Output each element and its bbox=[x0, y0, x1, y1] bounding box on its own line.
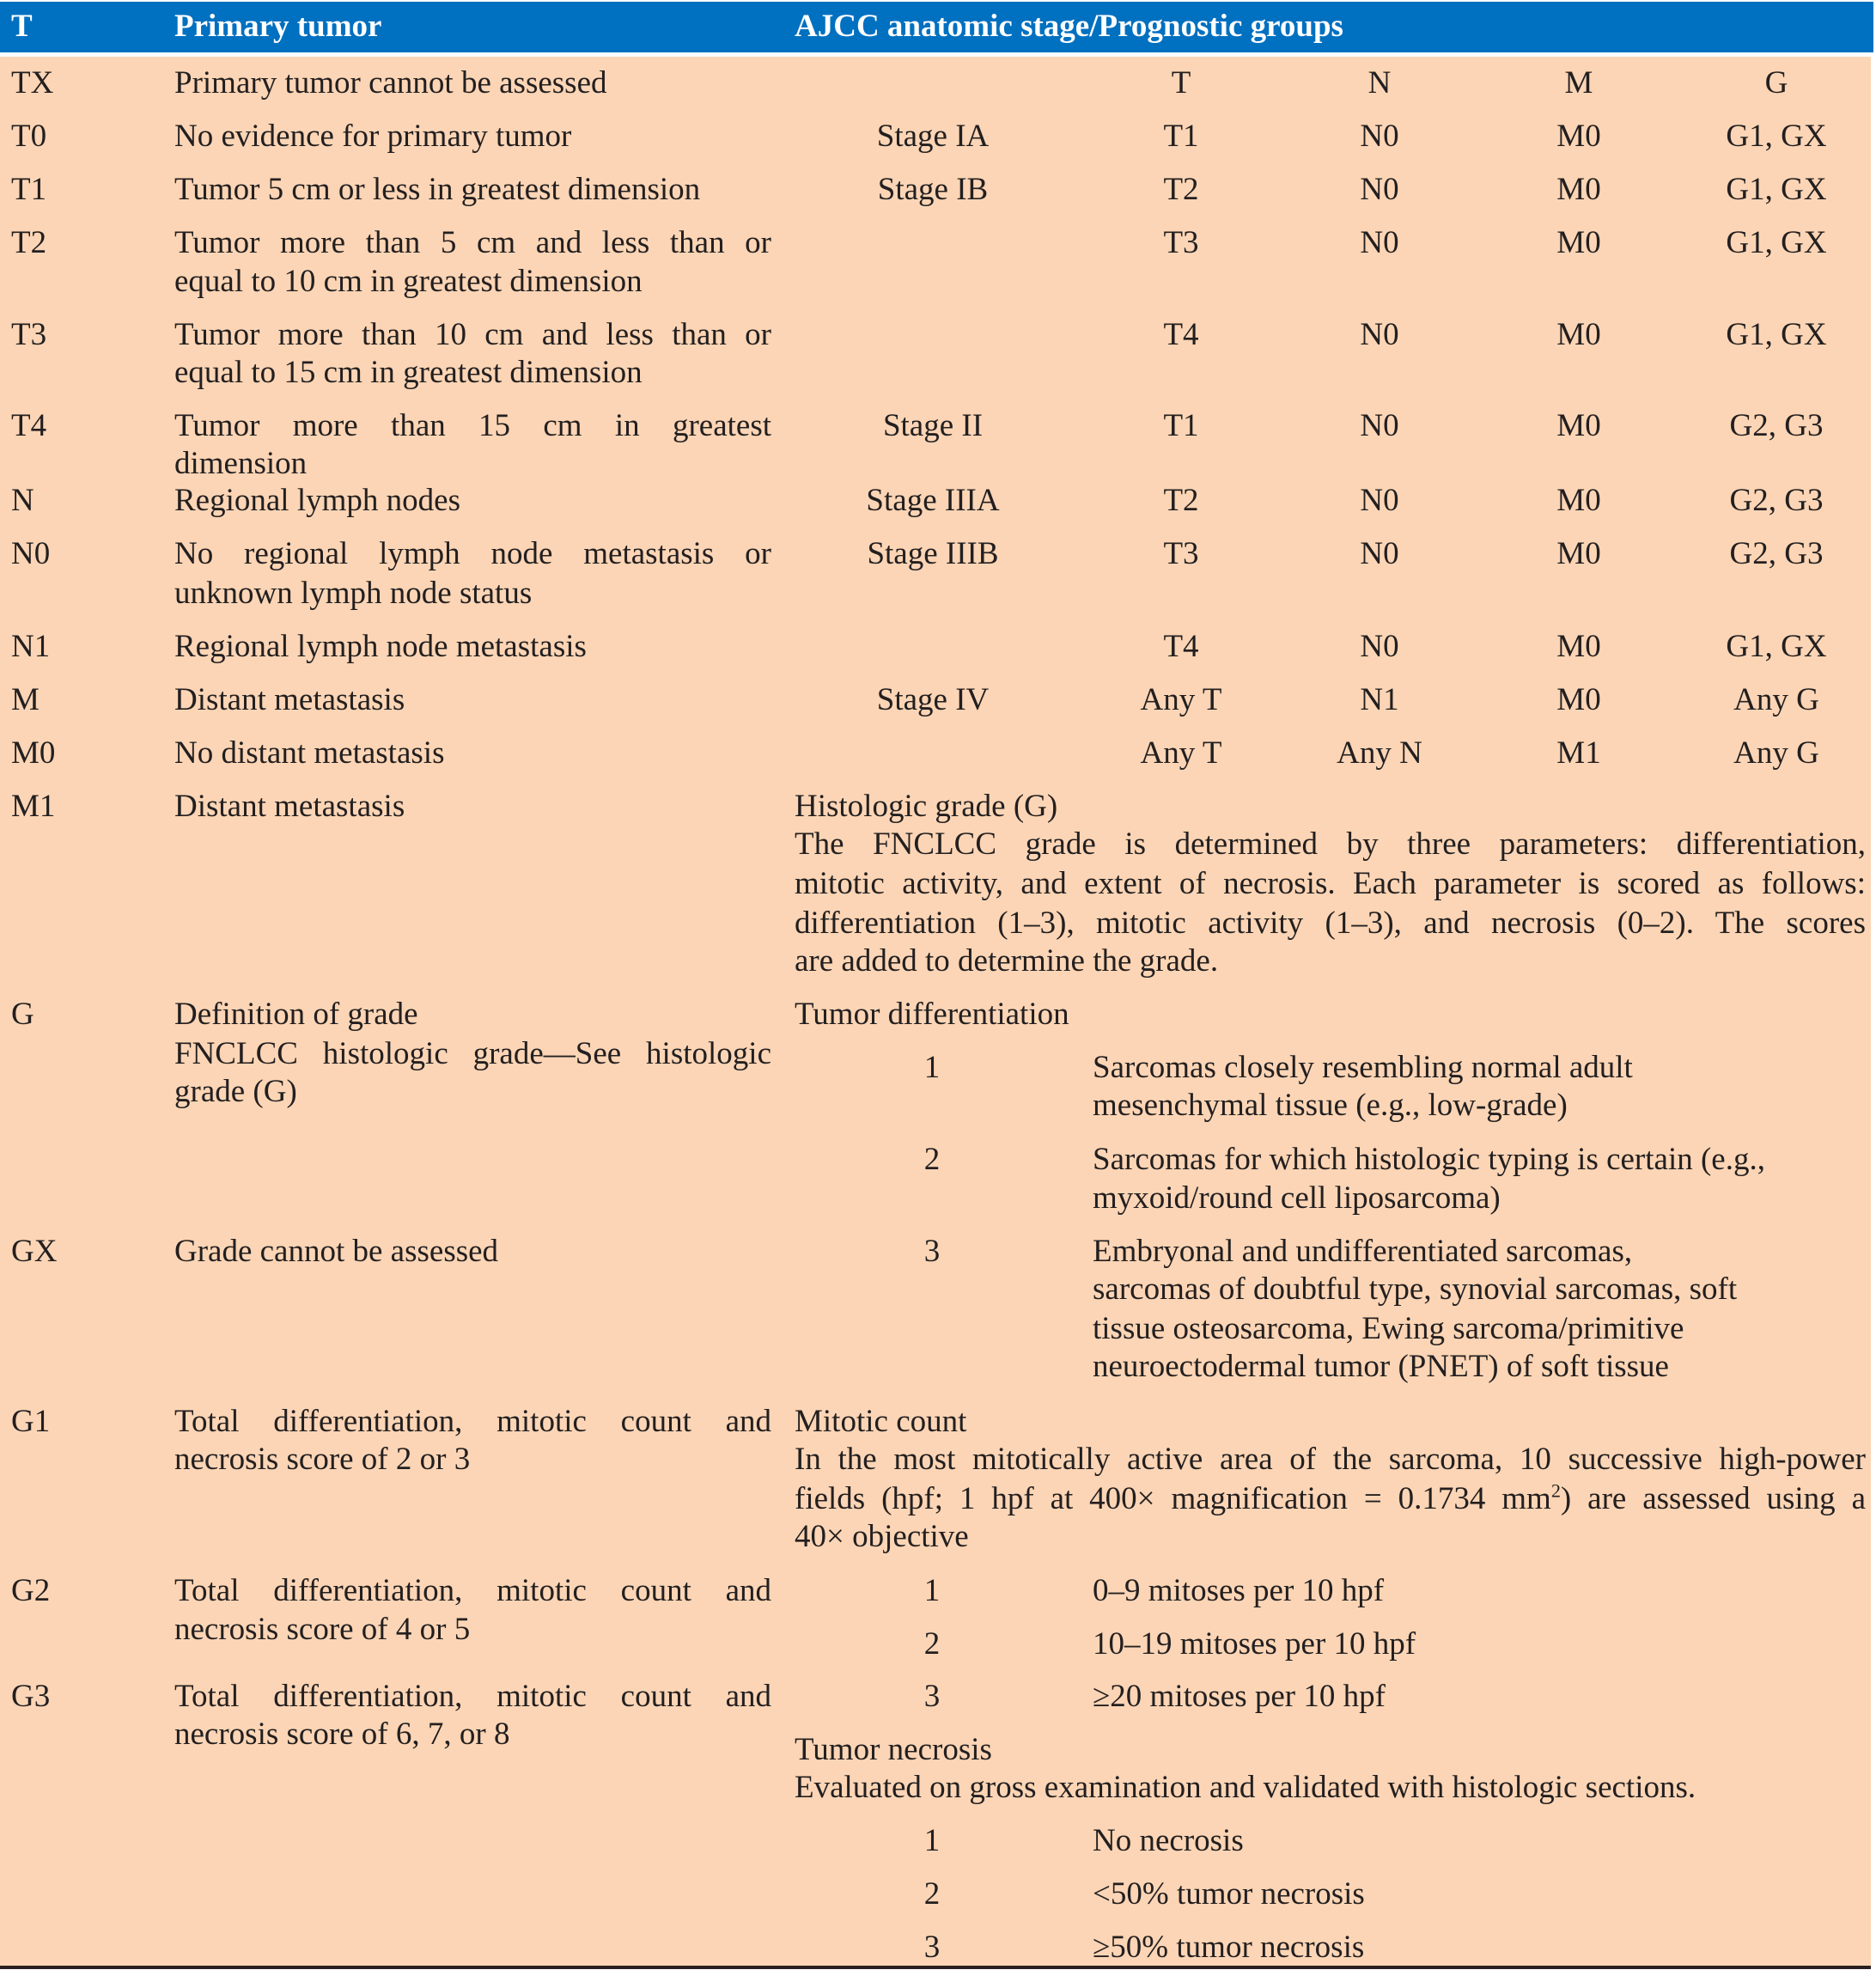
stage-n: N0 bbox=[1360, 317, 1399, 352]
stage-m: M0 bbox=[1556, 682, 1601, 717]
stage-t: T4 bbox=[1163, 629, 1199, 664]
def-desc: dimension bbox=[174, 446, 308, 481]
differentiation-score: 3 bbox=[923, 1234, 941, 1269]
superscript-2: 2 bbox=[1550, 1479, 1561, 1502]
necrosis-desc: ≥50% tumor necrosis bbox=[1093, 1930, 1365, 1965]
def-desc: necrosis score of 4 or 5 bbox=[174, 1612, 471, 1647]
header-col-t: T bbox=[11, 9, 33, 44]
header-col-primary-tumor: Primary tumor bbox=[174, 9, 382, 44]
histologic-grade-line: The FNCLCC grade is determined by three parameters: differentiation, bbox=[795, 826, 1866, 862]
stage-g: Any G bbox=[1733, 735, 1819, 771]
stage-col-header-t: T bbox=[1171, 65, 1191, 101]
differentiation-desc: tissue osteosarcoma, Ewing sarcoma/primitive bbox=[1093, 1311, 1684, 1346]
differentiation-score: 2 bbox=[923, 1142, 941, 1177]
stage-label: Stage IA bbox=[876, 119, 990, 154]
stage-label: Stage IIIA bbox=[866, 483, 1000, 518]
def-desc: necrosis score of 6, 7, or 8 bbox=[174, 1717, 510, 1752]
tumor-differentiation-title: Tumor differentiation bbox=[795, 997, 1069, 1032]
stage-t: T2 bbox=[1163, 172, 1199, 207]
def-desc: Distant metastasis bbox=[174, 789, 405, 824]
mitotic-count-text: fields (hpf; 1 hpf at 400× magnification = 0.1734 mm bbox=[795, 1481, 1551, 1516]
stage-n: N0 bbox=[1360, 172, 1399, 207]
def-desc: Total differentiation, mitotic count and bbox=[174, 1573, 771, 1608]
stage-g: Any G bbox=[1733, 682, 1819, 717]
def-desc: Regional lymph node metastasis bbox=[174, 629, 587, 664]
def-desc: Distant metastasis bbox=[174, 682, 405, 717]
stage-n: N0 bbox=[1360, 629, 1399, 664]
stage-col-header-g: G bbox=[1764, 65, 1788, 101]
def-desc: No distant metastasis bbox=[174, 735, 445, 771]
def-code: T2 bbox=[11, 225, 47, 260]
def-code: M1 bbox=[11, 789, 56, 824]
stage-g: G2, G3 bbox=[1729, 536, 1824, 571]
def-desc: Definition of grade bbox=[174, 997, 418, 1032]
stage-t: T3 bbox=[1163, 536, 1199, 571]
stage-g: G1, GX bbox=[1726, 172, 1827, 207]
stage-n: Any N bbox=[1337, 735, 1422, 771]
stage-label: Stage IIIB bbox=[867, 536, 999, 571]
def-desc: FNCLCC histologic grade—See histologic bbox=[174, 1036, 771, 1071]
tumor-necrosis-description: Evaluated on gross examination and validated with histologic sections. bbox=[795, 1770, 1696, 1805]
def-code: T3 bbox=[11, 317, 47, 352]
histologic-grade-line: are added to determine the grade. bbox=[795, 943, 1219, 979]
stage-label: Stage IB bbox=[877, 172, 989, 207]
stage-m: M0 bbox=[1556, 408, 1601, 443]
stage-t: T3 bbox=[1163, 225, 1199, 260]
stage-m: M0 bbox=[1556, 172, 1601, 207]
histologic-grade-line: mitotic activity, and extent of necrosis. Each parameter is scored as follows: bbox=[795, 866, 1866, 901]
differentiation-desc: Sarcomas for which histologic typing is certain (e.g., bbox=[1093, 1142, 1765, 1177]
stage-m: M0 bbox=[1556, 317, 1601, 352]
differentiation-score: 1 bbox=[923, 1050, 941, 1085]
mitotic-count-text: ) are assessed using a bbox=[1560, 1481, 1866, 1516]
differentiation-desc: neuroectodermal tumor (PNET) of soft tissue bbox=[1093, 1349, 1669, 1384]
stage-col-header-m: M bbox=[1564, 65, 1593, 101]
def-desc: No regional lymph node metastasis or bbox=[174, 536, 771, 571]
mitotic-score: 3 bbox=[923, 1679, 941, 1714]
stage-g: G1, GX bbox=[1726, 629, 1827, 664]
stage-t: T2 bbox=[1163, 483, 1199, 518]
def-desc: No evidence for primary tumor bbox=[174, 119, 572, 154]
histologic-grade-title: Histologic grade (G) bbox=[795, 789, 1058, 824]
stage-t: T1 bbox=[1163, 119, 1199, 154]
def-desc: Tumor more than 10 cm and less than or bbox=[174, 317, 771, 352]
necrosis-desc: No necrosis bbox=[1093, 1823, 1244, 1858]
def-desc: Grade cannot be assessed bbox=[174, 1234, 499, 1269]
stage-g: G2, G3 bbox=[1729, 408, 1824, 443]
def-code: M0 bbox=[11, 735, 56, 771]
stage-label bbox=[821, 628, 1045, 666]
mitotic-count-line: 40× objective bbox=[795, 1519, 969, 1554]
def-desc: equal to 10 cm in greatest dimension bbox=[174, 264, 643, 299]
differentiation-desc: myxoid/round cell liposarcoma) bbox=[1093, 1180, 1501, 1216]
stage-n: N0 bbox=[1360, 536, 1399, 571]
necrosis-score: 1 bbox=[923, 1823, 941, 1858]
histologic-grade-line: differentiation (1–3), mitotic activity (1–3), and necrosis (0–2). The scores bbox=[795, 906, 1866, 941]
stage-n: N0 bbox=[1360, 225, 1399, 260]
def-code: G bbox=[11, 997, 34, 1032]
stage-n: N0 bbox=[1360, 408, 1399, 443]
stage-n: N0 bbox=[1360, 483, 1399, 518]
def-code: G1 bbox=[11, 1404, 51, 1439]
def-code: T1 bbox=[11, 172, 47, 207]
def-desc: Total differentiation, mitotic count and bbox=[174, 1404, 771, 1439]
stage-m: M0 bbox=[1556, 119, 1601, 154]
def-desc: Primary tumor cannot be assessed bbox=[174, 65, 607, 101]
def-code: G2 bbox=[11, 1573, 51, 1608]
table-bottom-rule bbox=[0, 1966, 1871, 1969]
mitotic-desc: 0–9 mitoses per 10 hpf bbox=[1093, 1573, 1385, 1608]
stage-m: M1 bbox=[1556, 735, 1601, 771]
tumor-necrosis-title: Tumor necrosis bbox=[795, 1732, 992, 1767]
table-header bbox=[0, 2, 1873, 52]
def-desc: Total differentiation, mitotic count and bbox=[174, 1679, 771, 1714]
stage-m: M0 bbox=[1556, 225, 1601, 260]
stage-col-header-n: N bbox=[1367, 65, 1392, 101]
def-desc: unknown lymph node status bbox=[174, 576, 533, 611]
differentiation-desc: Sarcomas closely resembling normal adult bbox=[1093, 1050, 1633, 1085]
stage-t: Any T bbox=[1140, 682, 1222, 717]
def-code: M bbox=[11, 682, 40, 717]
necrosis-score: 3 bbox=[923, 1930, 941, 1965]
differentiation-desc: Embryonal and undifferentiated sarcomas, bbox=[1093, 1234, 1633, 1269]
def-desc: equal to 15 cm in greatest dimension bbox=[174, 355, 643, 390]
def-desc: Tumor 5 cm or less in greatest dimension bbox=[174, 172, 701, 207]
stage-m: M0 bbox=[1556, 536, 1601, 571]
mitotic-score: 1 bbox=[923, 1573, 941, 1608]
def-code: T4 bbox=[11, 408, 47, 443]
mitotic-score: 2 bbox=[923, 1626, 941, 1662]
def-code: N1 bbox=[11, 629, 51, 664]
stage-t: T1 bbox=[1163, 408, 1199, 443]
def-desc: grade (G) bbox=[174, 1074, 297, 1109]
mitotic-count-line: In the most mitotically active area of the sarcoma, 10 successive high-power bbox=[795, 1442, 1866, 1477]
def-code: G3 bbox=[11, 1679, 51, 1714]
stage-t: T4 bbox=[1163, 317, 1199, 352]
def-code: T0 bbox=[11, 119, 47, 154]
def-code: TX bbox=[11, 65, 54, 101]
mitotic-count-title: Mitotic count bbox=[795, 1404, 967, 1439]
stage-m: M0 bbox=[1556, 629, 1601, 664]
stage-label bbox=[821, 735, 1045, 772]
stage-label: Stage II bbox=[882, 408, 984, 443]
mitotic-desc: ≥20 mitoses per 10 hpf bbox=[1093, 1679, 1386, 1714]
stage-g: G1, GX bbox=[1726, 317, 1827, 352]
stage-label: Stage IV bbox=[876, 682, 990, 717]
def-code: GX bbox=[11, 1234, 58, 1269]
def-desc: necrosis score of 2 or 3 bbox=[174, 1442, 471, 1477]
necrosis-desc: <50% tumor necrosis bbox=[1093, 1876, 1365, 1912]
def-desc: Tumor more than 5 cm and less than or bbox=[174, 225, 771, 260]
stage-g: G2, G3 bbox=[1729, 483, 1824, 518]
differentiation-desc: sarcomas of doubtful type, synovial sarcomas, soft bbox=[1093, 1272, 1738, 1307]
necrosis-score: 2 bbox=[923, 1876, 941, 1912]
stage-label bbox=[821, 316, 1045, 354]
stage-n: N0 bbox=[1360, 119, 1399, 154]
mitotic-desc: 10–19 mitoses per 10 hpf bbox=[1093, 1626, 1416, 1662]
def-desc: Tumor more than 15 cm in greatest bbox=[174, 408, 771, 443]
stage-t: Any T bbox=[1140, 735, 1222, 771]
header-col-ajcc: AJCC anatomic stage/Prognostic groups bbox=[795, 9, 1343, 44]
differentiation-desc: mesenchymal tissue (e.g., low-grade) bbox=[1093, 1088, 1568, 1123]
def-code: N0 bbox=[11, 536, 51, 571]
stage-m: M0 bbox=[1556, 483, 1601, 518]
def-desc: Regional lymph nodes bbox=[174, 483, 460, 518]
stage-n: N1 bbox=[1360, 682, 1399, 717]
mitotic-count-line bbox=[795, 1480, 1866, 1518]
stage-g: G1, GX bbox=[1726, 225, 1827, 260]
stage-g: G1, GX bbox=[1726, 119, 1827, 154]
stage-label bbox=[821, 224, 1045, 262]
def-code: N bbox=[11, 483, 34, 518]
